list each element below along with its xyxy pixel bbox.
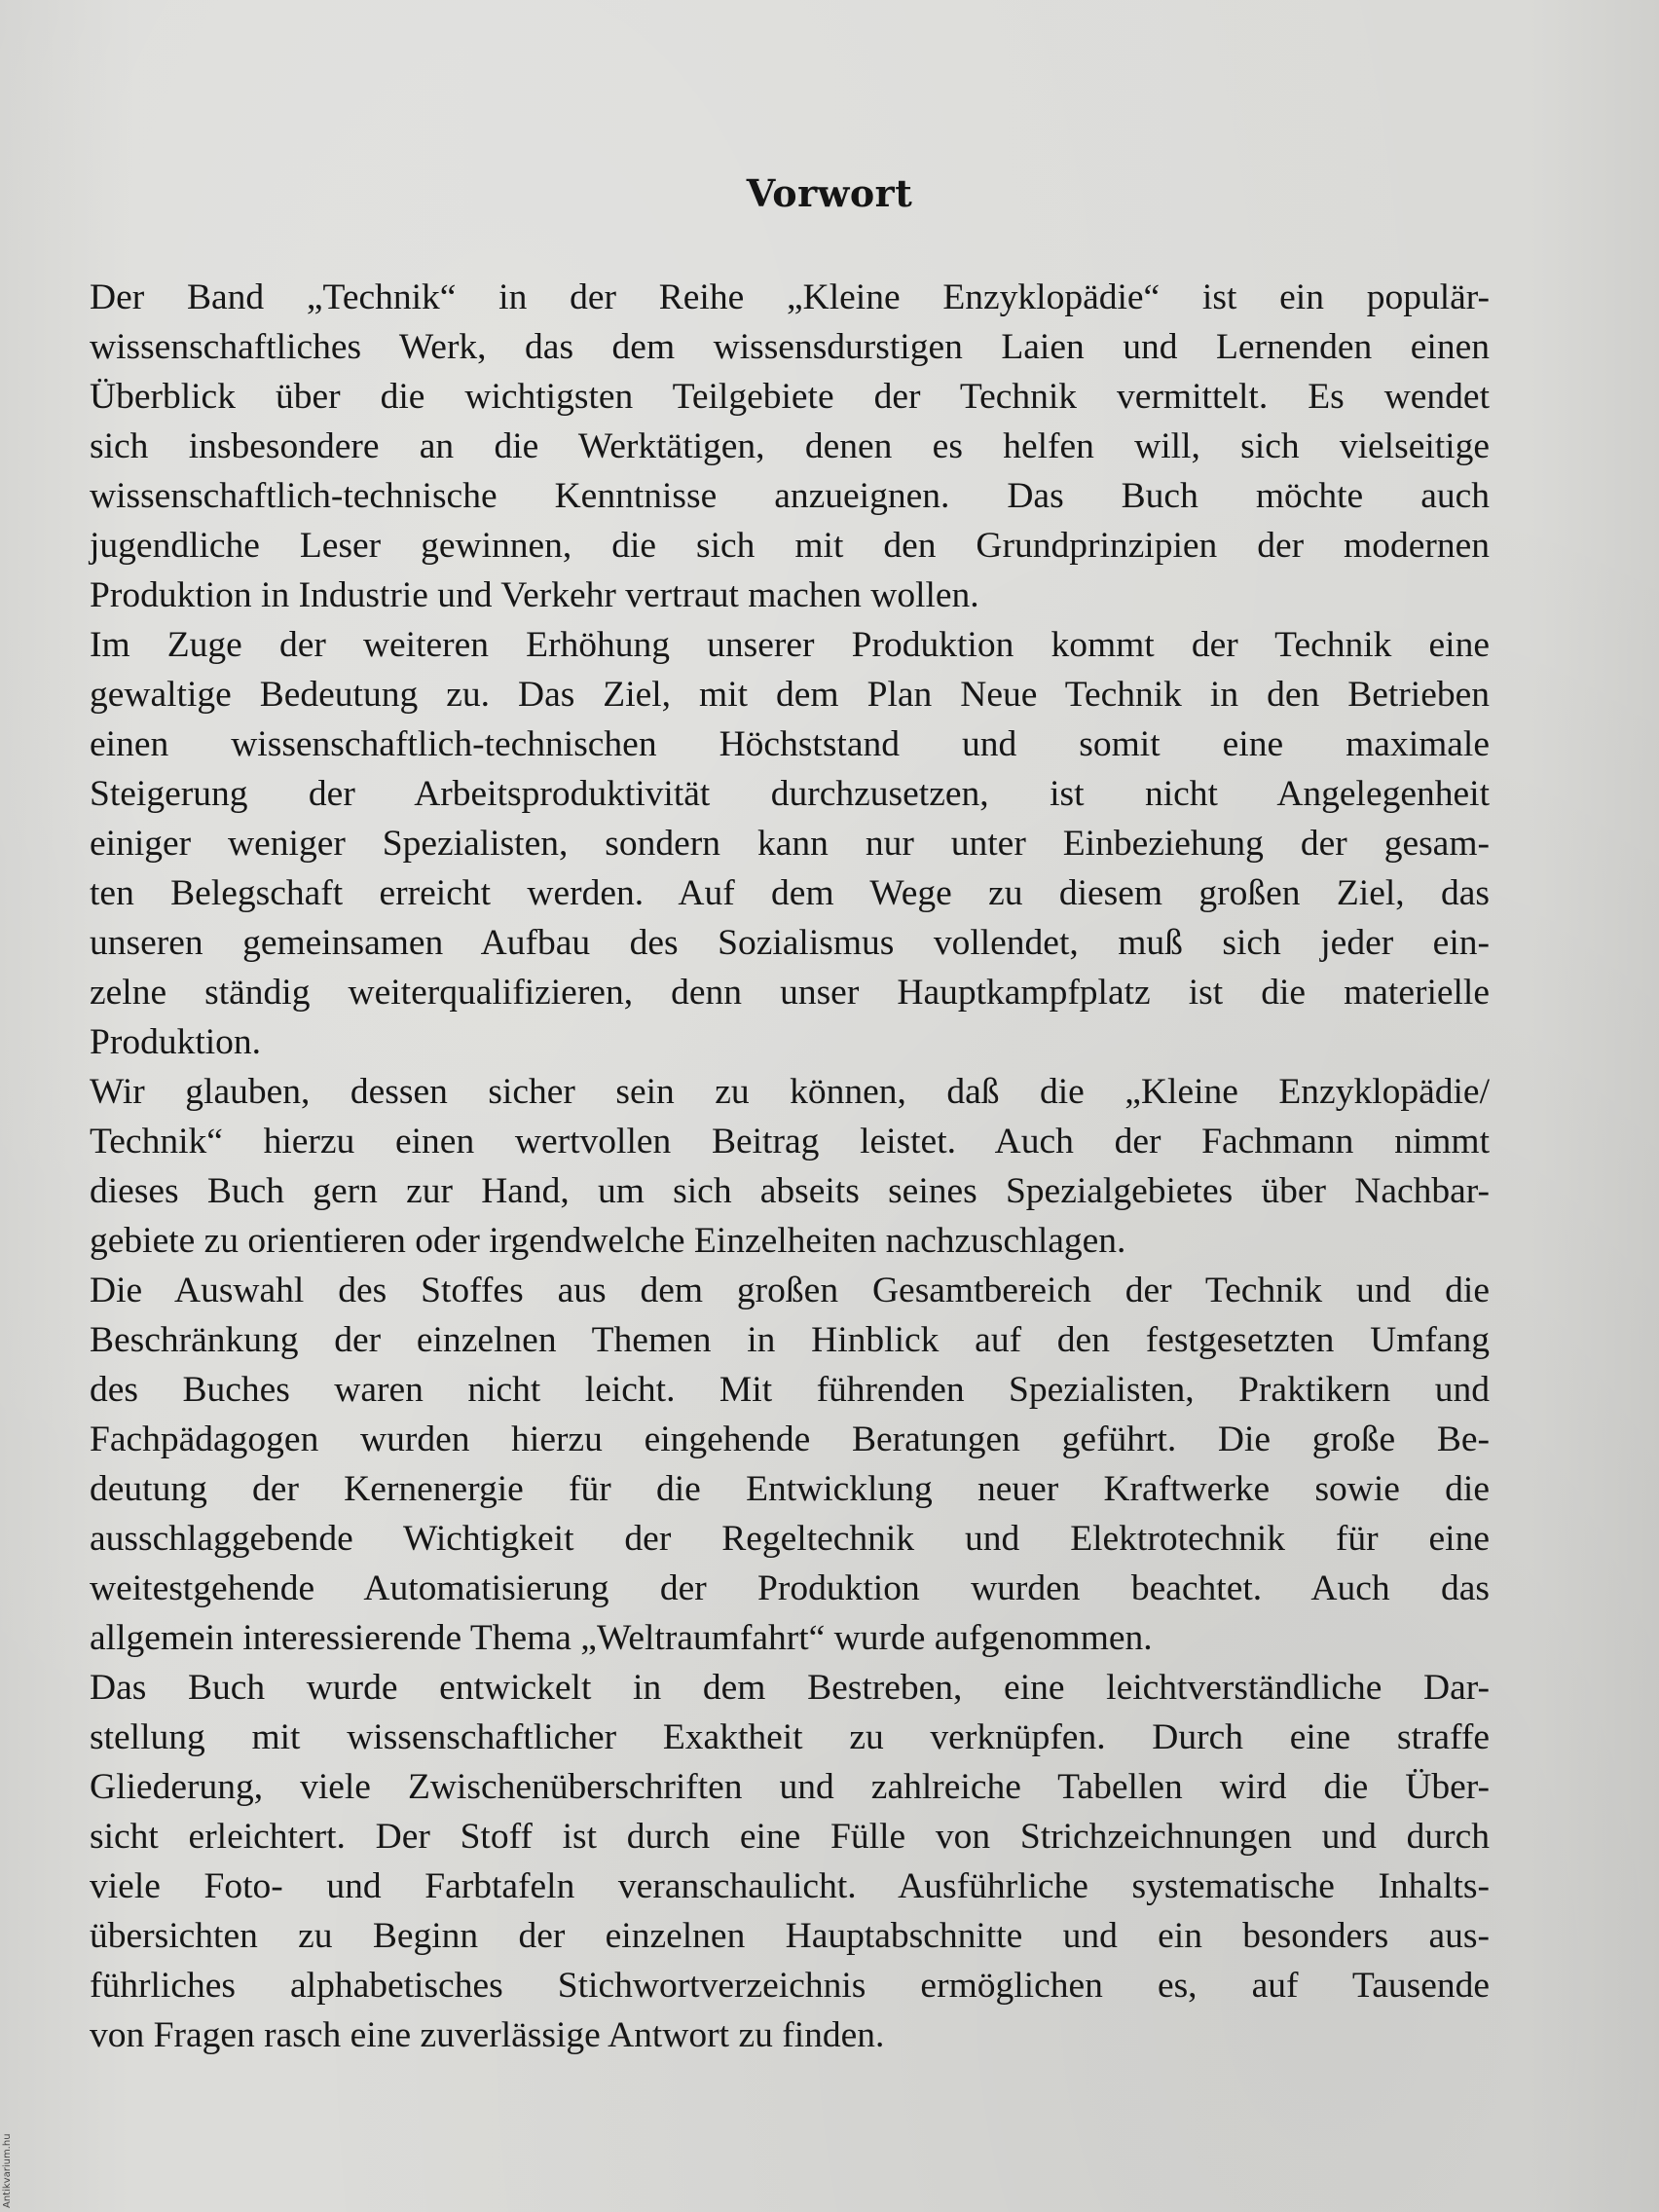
text-line: ten Belegschaft erreicht werden. Auf dem Wege zu diesem großen Ziel, das (90, 873, 1490, 913)
text-line: wissenschaftlich-technische Kenntnisse anzueignen. Das Buch möchte auch (90, 476, 1490, 516)
text-line: weitestgehende Automatisierung der Produktion wurden beachtet. Auch das (90, 1568, 1490, 1608)
text-line: zelne ständig weiterqualifizieren, denn unser Hauptkampfplatz ist die materielle (90, 973, 1490, 1013)
text-line: ausschlaggebende Wichtigkeit der Regeltechnik und Elektrotechnik für eine (90, 1519, 1490, 1559)
paragraph (90, 1266, 1490, 1663)
text-line: Gliederung, viele Zwischenüberschriften und zahlreiche Tabellen wird die Über- (90, 1767, 1490, 1807)
text-line: einiger weniger Spezialisten, sondern kann nur unter Einbeziehung der gesam- (90, 824, 1490, 864)
text-line: Steigerung der Arbeitsproduktivität durchzusetzen, ist nicht Angelegenheit (90, 774, 1490, 814)
text-line: Beschränkung der einzelnen Themen in Hinblick auf den festgesetzten Umfang (90, 1320, 1490, 1360)
text-line: übersichten zu Beginn der einzelnen Hauptabschnitte und ein besonders aus- (90, 1916, 1490, 1956)
paragraph (90, 1663, 1490, 2060)
text-line: dieses Buch gern zur Hand, um sich abseits seines Spezialgebietes über Nachbar- (90, 1171, 1490, 1211)
text-line: Der Band „Technik“ in der Reihe „Kleine Enzyklopädie“ ist ein populär- (90, 277, 1490, 317)
text-line: führliches alphabetisches Stichwortverzeichnis ermöglichen es, auf Tausende (90, 1966, 1490, 2006)
page-title: Vorwort (746, 171, 913, 215)
text-line: stellung mit wissenschaftlicher Exaktheit zu verknüpfen. Durch eine straffe (90, 1717, 1490, 1757)
text-line: einen wissenschaftlich-technischen Höchststand und somit eine maximale (90, 724, 1490, 764)
text-line: viele Foto- und Farbtafeln veranschaulicht. Ausführliche systematische Inhalts- (90, 1866, 1490, 1906)
text-line: allgemein interessierende Thema „Weltraumfahrt“ wurde aufgenommen. (90, 1618, 1153, 1658)
text-line: unseren gemeinsamen Aufbau des Sozialismus vollendet, muß sich jeder ein- (90, 923, 1490, 963)
text-line: Wir glauben, dessen sicher sein zu können, daß die „Kleine Enzyklopädie/ (90, 1072, 1490, 1112)
text-line: jugendliche Leser gewinnen, die sich mit den Grundprinzipien der modernen (90, 526, 1490, 566)
text-line: gewaltige Bedeutung zu. Das Ziel, mit dem Plan Neue Technik in den Betrieben (90, 675, 1490, 715)
text-line: deutung der Kernenergie für die Entwicklung neuer Kraftwerke sowie die (90, 1469, 1490, 1509)
text-line: sich insbesondere an die Werktätigen, denen es helfen will, sich vielseitige (90, 426, 1490, 466)
text-line: Im Zuge der weiteren Erhöhung unserer Produktion kommt der Technik eine (90, 625, 1490, 665)
text-line: Technik“ hierzu einen wertvollen Beitrag leistet. Auch der Fachmann nimmt (90, 1122, 1490, 1161)
text-line: Produktion. (90, 1022, 262, 1062)
text-line: von Fragen rasch eine zuverlässige Antwort zu finden. (90, 2015, 885, 2055)
watermark-text: Antikvarium.hu (2, 2133, 13, 2208)
text-line: Produktion in Industrie und Verkehr vertraut machen wollen. (90, 575, 979, 615)
paragraph (90, 1067, 1490, 1266)
text-line: Das Buch wurde entwickelt in dem Bestreben, eine leichtverständliche Dar- (90, 1668, 1490, 1708)
body-text (90, 273, 1490, 2060)
text-line: Die Auswahl des Stoffes aus dem großen Gesamtbereich der Technik und die (90, 1271, 1490, 1310)
paragraph (90, 273, 1490, 620)
text-line: Fachpädagogen wurden hierzu eingehende Beratungen geführt. Die große Be- (90, 1419, 1490, 1459)
paragraph (90, 620, 1490, 1067)
text-line: wissenschaftliches Werk, das dem wissensdurstigen Laien und Lernenden einen (90, 327, 1490, 367)
text-line: des Buches waren nicht leicht. Mit führenden Spezialisten, Praktikern und (90, 1370, 1490, 1410)
text-line: Überblick über die wichtigsten Teilgebiete der Technik vermittelt. Es wendet (90, 377, 1490, 417)
text-line: gebiete zu orientieren oder irgendwelche Einzelheiten nachzuschlagen. (90, 1221, 1126, 1261)
text-line: sicht erleichtert. Der Stoff ist durch eine Fülle von Strichzeichnungen und durch (90, 1817, 1490, 1857)
